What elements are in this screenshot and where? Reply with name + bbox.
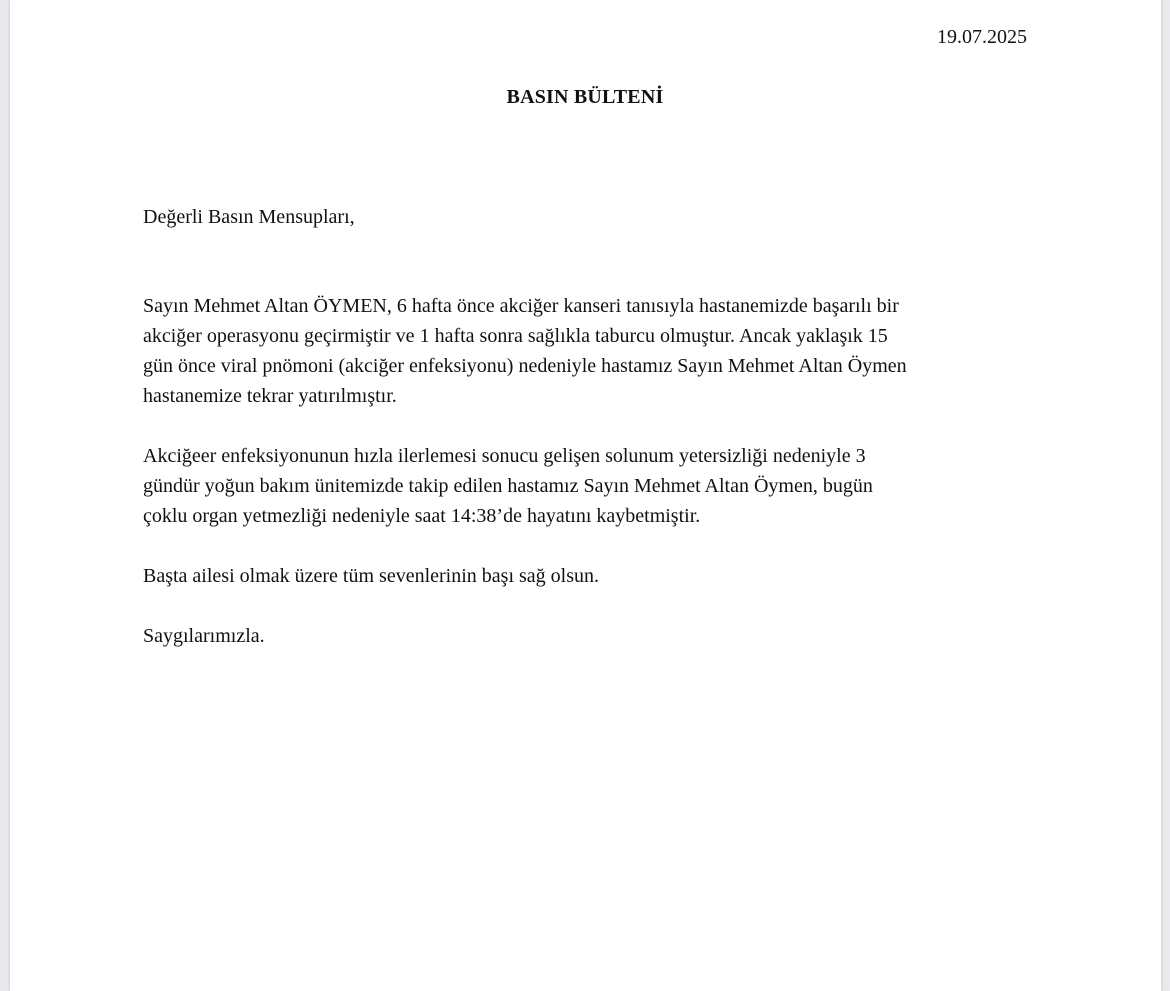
paragraph-3 <box>143 561 1023 591</box>
paragraph-line: gün önce viral pnömoni (akciğer enfeksiyonu) nedeniyle hastamız Sayın Mehmet Altan Öymen <box>143 355 907 377</box>
greeting-line: Değerli Basın Mensupları, <box>143 206 355 228</box>
paragraph-line: akciğer operasyonu geçirmiştir ve 1 hafta sonra sağlıkla taburcu olmuştur. Ancak yaklaşık 15 <box>143 325 888 347</box>
document-date: 19.07.2025 <box>937 26 1027 48</box>
paragraph-line: Saygılarımızla. <box>143 625 265 647</box>
paragraph-line: hastanemize tekrar yatırılmıştır. <box>143 385 397 407</box>
paragraph-1 <box>143 291 1023 411</box>
paragraph-line: gündür yoğun bakım ünitemizde takip edilen hastamız Sayın Mehmet Altan Öymen, bugün <box>143 475 873 497</box>
paragraph-line: Başta ailesi olmak üzere tüm sevenlerinin başı sağ olsun. <box>143 565 599 587</box>
document-page <box>10 0 1161 991</box>
document-body <box>143 291 1023 681</box>
closing-line <box>143 621 1023 651</box>
document-title: BASIN BÜLTENİ <box>506 86 664 108</box>
paragraph-line: Akciğeer enfeksiyonunun hızla ilerlemesi sonucu gelişen solunum yetersizliği nedeniyle 3 <box>143 445 866 467</box>
paragraph-2 <box>143 441 1023 531</box>
paragraph-line: çoklu organ yetmezliği nedeniyle saat 14:38’de hayatını kaybetmiştir. <box>143 505 701 527</box>
paragraph-line: Sayın Mehmet Altan ÖYMEN, 6 hafta önce akciğer kanseri tanısıyla hastanemizde başarılı bir <box>143 295 899 317</box>
